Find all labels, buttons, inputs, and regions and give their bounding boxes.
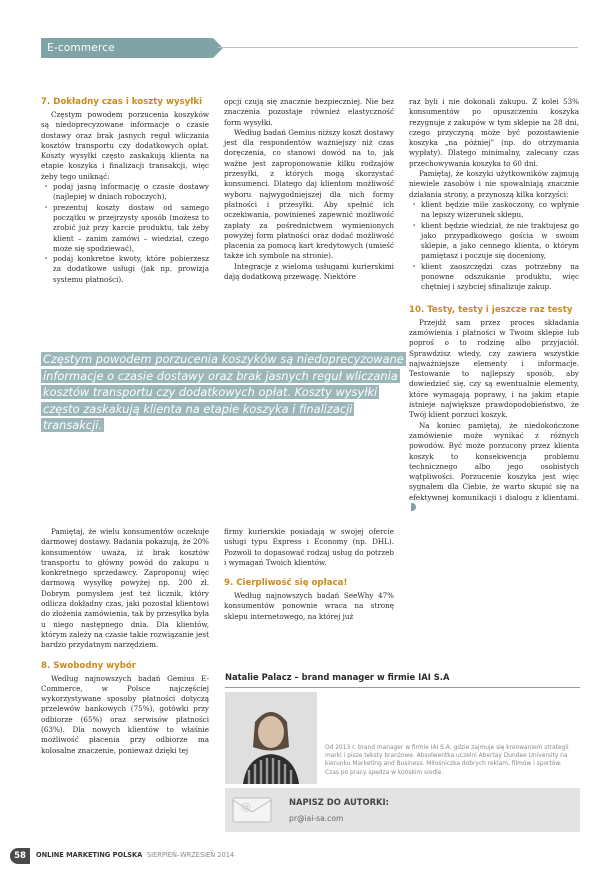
issue-date: SIERPIEŃ–WRZESIEŃ 2014	[147, 851, 235, 859]
column-3	[409, 97, 579, 513]
column-1-bottom	[41, 527, 209, 756]
svg-text:@: @	[241, 802, 251, 813]
paragraph: firmy kurierskie posiadają w swojej ofercie usługi typu Express i Economy (np. DHL). Pozwoli to dopasować rodzaj usług do potrzeb i wymagań Twoich klientów.	[224, 527, 394, 567]
list-item: • klient będzie wiedział, że nie traktujesz go jako przypadkowego gościa w swoim sklepie, a jako cennego klienta, o którym pamiętasz i poczuje się doceniony,	[421, 221, 579, 262]
column-2-top	[224, 97, 394, 282]
page-number: 58	[10, 848, 30, 864]
pull-quote	[41, 351, 407, 434]
end-mark-icon	[411, 503, 416, 511]
list-item: • podaj jasną informację o czasie dostawy (najlepiej w dniach roboczych),	[53, 182, 209, 203]
column-1-top	[41, 97, 209, 285]
list-item: • klient będzie mile zaskoczony, co wpłynie na lepszy wizerunek sklepu,	[421, 200, 579, 221]
paragraph: raz byli i nie dokonali zakupu. Z kolei 53% konsumentów po opuszczeniu koszyka rezygnuje z zakupów w tym sklepie na 28 dni, czego przyczyną może być pozostawienie koszyka „na później” (np. do otrzymania wypłaty). Dlatego minimalny, zalecany czas przechowywania koszyka to 60 dni.	[409, 97, 579, 168]
mail-icon	[231, 794, 273, 826]
author-photo-image	[225, 692, 317, 784]
paragraph: Według badań Gemius niższy koszt dostawy jest dla respondentów ważniejszy niż czas doręczenia, co stanowi dowód na to, jak ważne jest zaproponowanie kilku rodzajów przesyłki, z których mogą skorzystać konsumenci. Dlatego daj klientom możliwość wyboru najwygodniejszej dla nich formy płatności i przesyłki. Aby spełnić ich oczekiwania, powinieneś zapewnić możliwość zapłaty za pośrednictwem wymienionych powyżej form płatności oraz dodać możliwość płacenia za pomocą kart kredytowych (umieść także ich symbole na stronie).	[224, 127, 394, 261]
paragraph	[409, 421, 579, 514]
publication-name: ONLINE MARKETING POLSKA	[36, 851, 143, 859]
paragraph: Pamiętaj, że koszyki użytkowników zajmują niewiele zasobów i nie spowalniają znacznie działania strony, a przynoszą kilka korzyści:	[409, 169, 579, 199]
pull-quote-text: Częstym powodem porzucenia koszyków są niedoprecyzowane informacje o czasie dostawy oraz brak jasnych reguł wliczania kosztów transportu czy dodatkowych opłat. Koszty wysyłki często zaskakują klienta na etapie koszyka i finalizacji transakcji.	[43, 352, 404, 433]
paragraph: Pamiętaj, że wielu konsumentów oczekuje darmowej dostawy. Badania pokazują, że 20% konsumentów uważa, iż brak kosztów transportu to główny powód do zakupu u konkretnego sprzedawcy. Zaproponuj więc darmową wysyłkę powyżej np. 200 zł. Dobrym pomysłem jest też licznik, który odlicza dokładny czas, jaki pozostał klientowi do złożenia zamówienia, tak by przesyłka była u niego następnego dnia. Dla klientów, którym zależy na czasie takie rozwiązanie jest bardzo przydatnym narzędziem.	[41, 527, 210, 650]
list-item: • prezentuj koszty dostaw od samego początku w przejrzysty sposób (możesz to zrobić już przy karcie produktu, tak żeby klient – zanim zamówi – wiedział, czego może się spodziewać),	[53, 203, 209, 254]
list-item: • klient zaoszczędzi czas potrzebny na ponowne odszukanie produktu, więc chętniej i szybciej sfinalizuje zakup.	[421, 262, 579, 293]
column-2-bottom	[224, 527, 394, 622]
bullet-list	[41, 182, 209, 285]
contact-label: NAPISZ DO AUTORKI:	[289, 797, 390, 807]
section-tag-label: E-commerce	[47, 42, 115, 54]
paragraph: opcji czują się znacznie bezpieczniej. Nie bez znaczenia pozostaje również elastyczność form wysyłki.	[224, 97, 394, 127]
heading-8: 8. Swobodny wybór	[41, 660, 137, 671]
contact-box	[225, 788, 580, 832]
paragraph: Według najnowszych badań Gemius E-Commerce, w Polsce najczęściej wykorzystywane sposoby płatności dotyczą przelewów bankowych (75%), gotówki przy odbiorze (65%) oraz serwisów płatności (63%). Dla nowych klientów to właśnie możliwość płacenia przy odbiorze ma kolosalne znaczenie, ponieważ dzięki tej	[41, 673, 209, 755]
author-photo	[225, 692, 317, 784]
paragraph: Przejdź sam przez proces składania zamówienia i płatności w Twoim sklepie lub poproś o to rodzinę albo przyjaciół. Sprawdzisz wtedy, czy zawiera wszystkie najważniejsze elementy i informacje. Testowanie to najlepszy sposób, aby dowiedzieć się, czy są ewentualnie elementy, które wymagają poprawy, i na jakim etapie istnieje największe prawdopodobieństwo, że Twój klient porzuci koszyk.	[409, 317, 579, 420]
author-email-link[interactable]: pr@iai-sa.com	[289, 814, 344, 823]
paragraph: Integracje z wieloma usługami kurierskimi dają dodatkową przewagę. Niektóre	[224, 261, 394, 282]
closing-paragraph-text: Na koniec pamiętaj, że niedokończone zamówienie może wynikać z różnych powodów. Być może porzucony przez klienta koszyk to konsekwencja problemu technicznego albo jego osobistych wątpliwości. Porzucenie koszyka jest więc sygnałem dla Ciebie, że warto skupić się na efektywnej komunikacji i dialogu z klientami.	[409, 420, 579, 502]
author-bio: Od 2013 r. brand manager w firmie IAI S.A. gdzie zajmuje się kreowaniem strategii marki i pisze teksty branżowe. Absolwentka uczelni Abertay Dundee University na kierunku Marketing and Business. Miłośniczka dobrych reklam, filmów i sportów. Czas po pracy spędza w końskim siodle.	[325, 745, 569, 776]
list-item: • podaj konkretne kwoty, które pobierzesz za dodatkowe usługi (jak np. prowizja systemu płatności).	[53, 254, 209, 285]
heading-9: 9. Cierpliwość się opłaca!	[224, 578, 348, 589]
heading-7: 7. Dokładny czas i koszty wysyłki	[41, 97, 203, 107]
section-tag	[41, 38, 213, 58]
header-rule	[218, 47, 578, 48]
footer	[10, 848, 610, 864]
author-box	[225, 672, 580, 832]
bullet-list	[409, 200, 579, 293]
author-title: Natalie Palacz – brand manager w firmie IAI S.A	[225, 672, 580, 688]
paragraph: Częstym powodem porzucenia koszyków są niedoprecyzowane informacje o czasie dostawy oraz brak jasnych reguł wliczania kosztów transportu czy dodatkowych opłat. Koszty wysyłki często zaskakują klienta na etapie koszyka i finalizacji transakcji, więc żeby tego uniknąć:	[41, 110, 209, 181]
heading-10: 10. Testy, testy i jeszcze raz testy	[409, 304, 573, 315]
paragraph: Według najnowszych badań SeeWhy 47% konsumentów ponownie wraca na stronę sklepu internetowego, na której już	[224, 591, 394, 621]
